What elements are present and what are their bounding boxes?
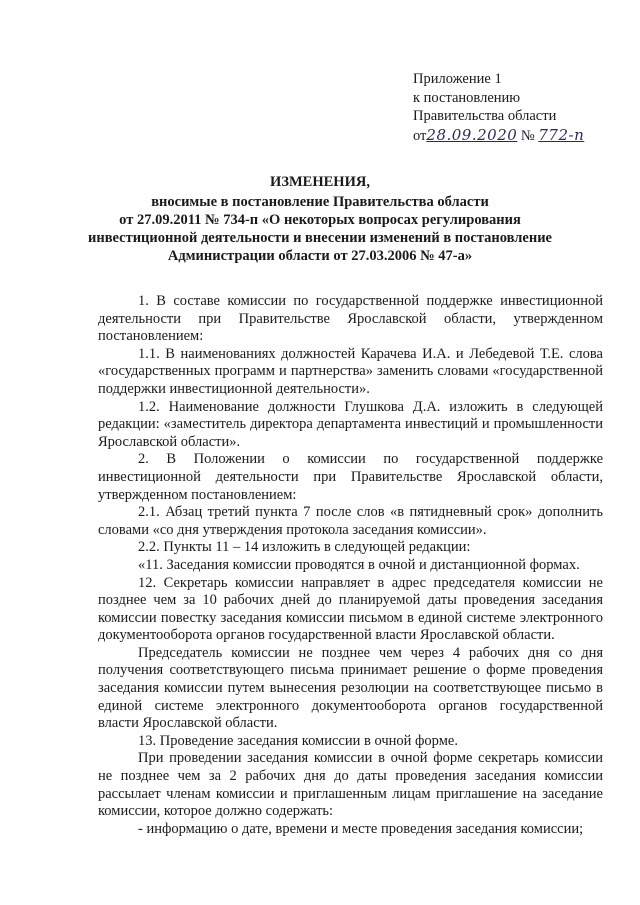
paragraph: 1.2. Наименование должности Глушкова Д.А. изложить в следующей редакции: «заместитель директора департамента инвестиций и промышленности Ярославской области».: [98, 398, 603, 450]
paragraph: 2. В Положении о комиссии по государственной поддержке инвестиционной деятельности при Правительстве Ярославской области, утвержденном постановлением:: [98, 451, 603, 503]
document-body: [98, 293, 603, 838]
date-prefix: от: [413, 127, 427, 144]
document-title: [60, 173, 580, 265]
paragraph: - информацию о дате, времени и месте проведения заседания комиссии;: [138, 820, 584, 837]
paragraph: «11. Заседания комиссии проводятся в очной и дистанционной формах.: [138, 556, 580, 573]
title-line: от 27.09.2011 № 734-п «О некоторых вопросах регулирования: [119, 212, 521, 228]
number-prefix: №: [520, 127, 535, 144]
appendix-line-2: к постановлению: [413, 89, 521, 106]
appendix-line-3: Правительства области: [413, 108, 557, 124]
title-line: инвестиционной деятельности и внесении изменений в постановление: [87, 230, 552, 246]
paragraph: 12. Секретарь комиссии направляет в адрес председателя комиссии не позднее чем за 10 рабочих дней до планируемой даты проведения заседания комиссии повестку заседания комиссии письмом в единой системе электронного документооборота органов государственной власти Ярославской области.: [98, 574, 603, 644]
paragraph: 13. Проведение заседания комиссии в очной форме.: [138, 732, 458, 749]
appendix-line-1: Приложение 1: [413, 71, 502, 87]
paragraph: Председатель комиссии не позднее чем через 4 рабочих дня со дня получения соответствующего письма принимает решение о форме проведения заседания комиссии путем вынесения резолюции на соответствующее письмо в единой системе электронного документооборота органов государственной власти Ярославской области.: [98, 644, 603, 732]
handwritten-date: 28.09.2020: [426, 125, 518, 144]
paragraph: 1. В составе комиссии по государственной поддержке инвестиционной деятельности при Правительстве Ярославской области, утвержденном постановлением:: [98, 293, 603, 345]
appendix-block: [413, 70, 584, 145]
title-main: ИЗМЕНЕНИЯ,: [270, 174, 370, 190]
paragraph: 2.1. Абзац третий пункта 7 после слов «в пятидневный срок» дополнить словами «со дня утверждения протокола заседания комиссии».: [98, 504, 603, 538]
paragraph: 1.1. В наименованиях должностей Карачева И.А. и Лебедевой Т.Е. слова «государственных программ и партнерства» заменить словами «государственной поддержки инвестиционной деятельности».: [98, 345, 603, 397]
appendix-date-line: [413, 126, 584, 146]
handwritten-number: 772-п: [538, 125, 585, 144]
paragraph: При проведении заседания комиссии в очной форме секретарь комиссии не позднее чем за 2 рабочих дня до даты проведения заседания комиссии рассылает членам комиссии и приглашенным лицам приглашение на заседание комиссии, которое должно содержать:: [98, 750, 603, 820]
title-line: вносимые в постановление Правительства области: [151, 194, 489, 210]
title-line: Администрации области от 27.03.2006 № 47-а»: [167, 248, 473, 264]
paragraph: 2.2. Пункты 11 – 14 изложить в следующей редакции:: [138, 539, 471, 556]
